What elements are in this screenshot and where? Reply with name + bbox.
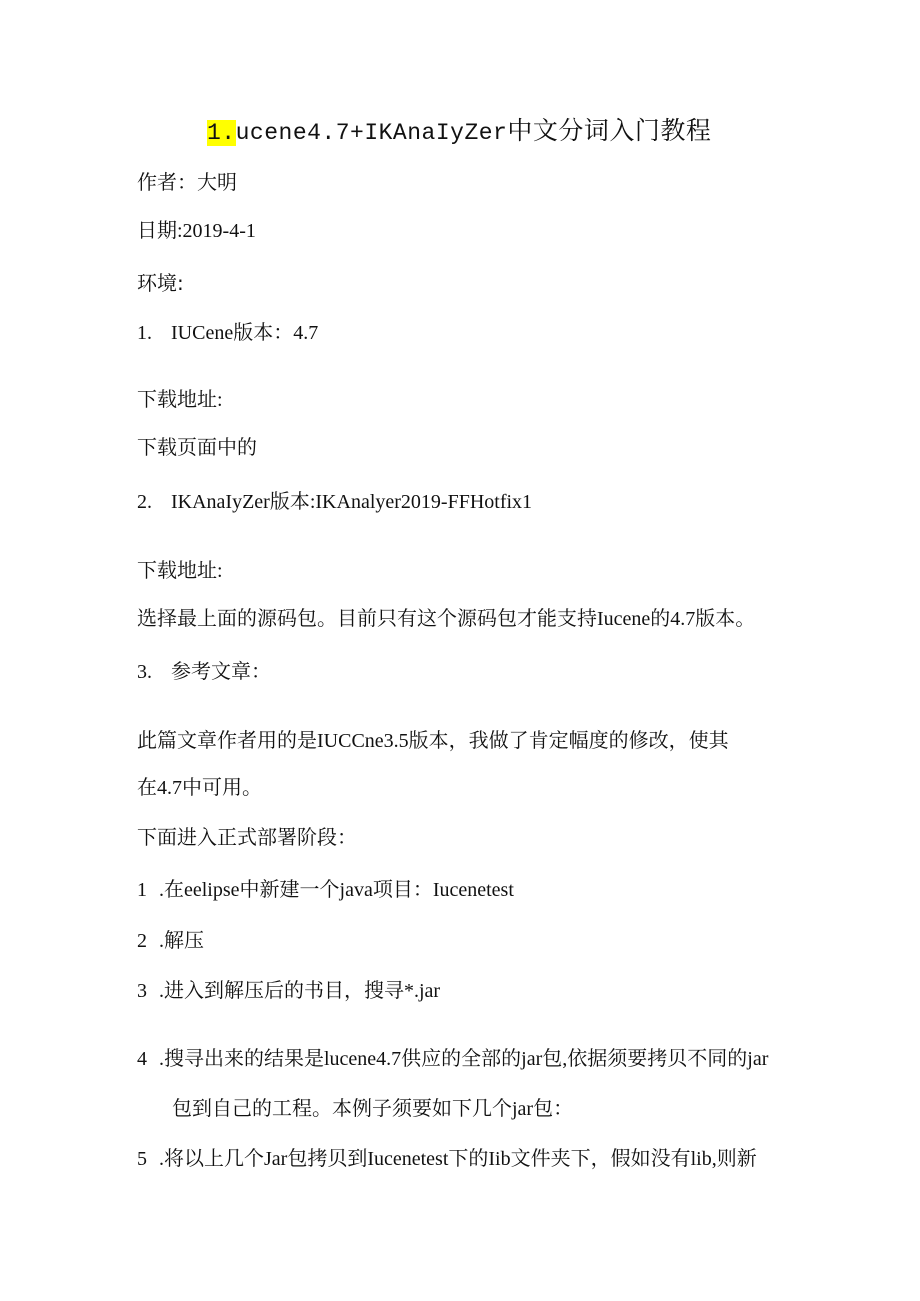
env-item-1: [137, 320, 318, 346]
step-2: [137, 928, 204, 954]
author-line: 作者：大明: [137, 172, 237, 194]
step-3-text: .进入到解压后的书目，搜寻*.jar: [159, 980, 441, 1002]
env-item-1-text: IUCene版本：4.7: [171, 322, 319, 344]
date-line: 日期:2019-4-1: [137, 220, 256, 242]
select-source-text: 选择最上面的源码包。目前只有这个源码包才能支持Iucene的4.7版本。: [137, 608, 756, 630]
step-5-number: 5: [137, 1148, 147, 1170]
step-4-text: .搜寻出来的结果是lucene4.7供应的全部的jar包,依据须要拷贝不同的jar: [159, 1048, 769, 1070]
article-line-1: 此篇文章作者用的是IUCCne3.5版本，我做了肯定幅度的修改，使其: [137, 730, 729, 752]
article-line-2: 在4.7中可用。: [137, 777, 262, 799]
document-title: [207, 114, 711, 150]
step-1-text: .在eelipse中新建一个java项目：Iucenetest: [159, 879, 514, 901]
env-item-1-number: 1.: [137, 322, 152, 344]
step-4: [137, 1046, 768, 1072]
env-item-2: [137, 489, 532, 515]
step-1-number: 1: [137, 879, 147, 901]
title-cn-text: 中文分词入门教程: [507, 116, 712, 145]
title-highlight: 1.: [207, 120, 236, 146]
deploy-intro: 下面进入正式部署阶段：: [137, 827, 357, 849]
step-5: [137, 1146, 757, 1172]
environment-heading: 环境:: [137, 271, 184, 295]
download-label-1: 下载地址:: [137, 389, 223, 411]
step-2-text: .解压: [159, 930, 204, 952]
env-item-2-number: 2.: [137, 491, 152, 513]
step-4-continuation: 包到自己的工程。本例子须要如下几个jar包：: [172, 1098, 574, 1120]
step-3-number: 3: [137, 980, 147, 1002]
step-3: [137, 978, 440, 1004]
step-2-number: 2: [137, 930, 147, 952]
env-item-3-text: 参考文章：: [171, 661, 271, 683]
download-label-2: 下载地址:: [137, 560, 223, 582]
env-item-2-text: IKAnaIyZer版本:IKAnalyer2019-FFHotfix1: [171, 491, 533, 513]
env-item-3: [137, 659, 271, 685]
step-5-text: .将以上几个Jar包拷贝到Iucenetest下的Iib文件夹下，假如没有lib,则新: [159, 1148, 757, 1170]
title-mono-text: ucene4.7+IKAnaIyZer: [235, 120, 508, 146]
step-4-number: 4: [137, 1048, 147, 1070]
step-1: [137, 877, 514, 903]
env-item-3-number: 3.: [137, 661, 152, 683]
download-page-text: 下载页面中的: [137, 437, 257, 459]
